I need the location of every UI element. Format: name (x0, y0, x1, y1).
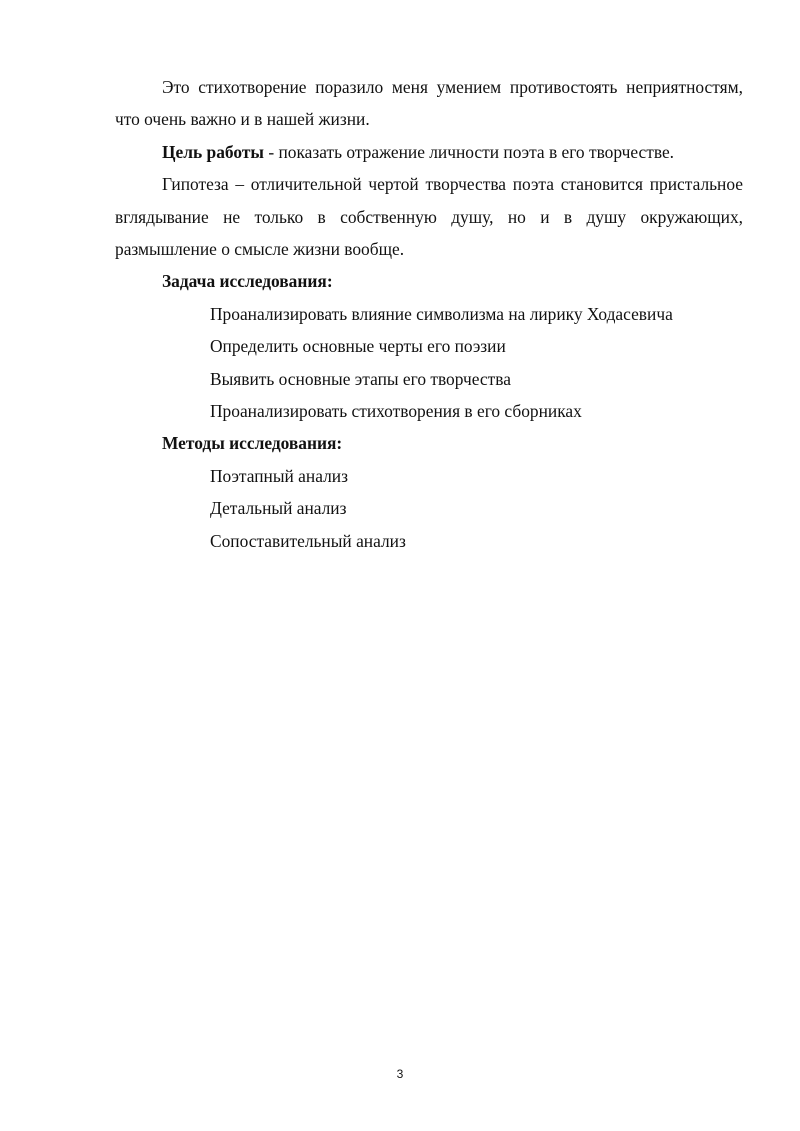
hypothesis-paragraph: Гипотеза – отличительной чертой творчества поэта становится пристальное вглядывание не только в собственную душу, но и в душу окружающих, размышление о смысле жизни вообще. (115, 174, 743, 260)
page-number: 3 (396, 1067, 404, 1081)
goal-paragraph (115, 136, 743, 168)
intro-paragraph: Это стихотворение поразило меня умением противостоять неприятностям, что очень важно и в нашей жизни. (115, 77, 743, 130)
task-item: Выявить основные этапы его творчества (210, 368, 511, 389)
task-item: Проанализировать стихотворения в его сборниках (210, 401, 582, 422)
tasks-heading: Задача исследования: (162, 271, 333, 292)
methods-list (115, 460, 743, 557)
goal-lead: Цель работы (162, 141, 264, 162)
task-item: Определить основные черты его поэзии (210, 336, 506, 357)
method-item: Сопоставительный анализ (210, 530, 406, 551)
document-body (115, 71, 743, 557)
method-item: Поэтапный анализ (210, 465, 348, 486)
methods-heading: Методы исследования: (162, 433, 343, 454)
goal-text: - показать отражение личности поэта в его творчестве. (263, 141, 675, 162)
task-item: Проанализировать влияние символизма на лирику Ходасевича (210, 303, 673, 324)
tasks-list (115, 298, 743, 428)
method-item: Детальный анализ (210, 498, 347, 519)
